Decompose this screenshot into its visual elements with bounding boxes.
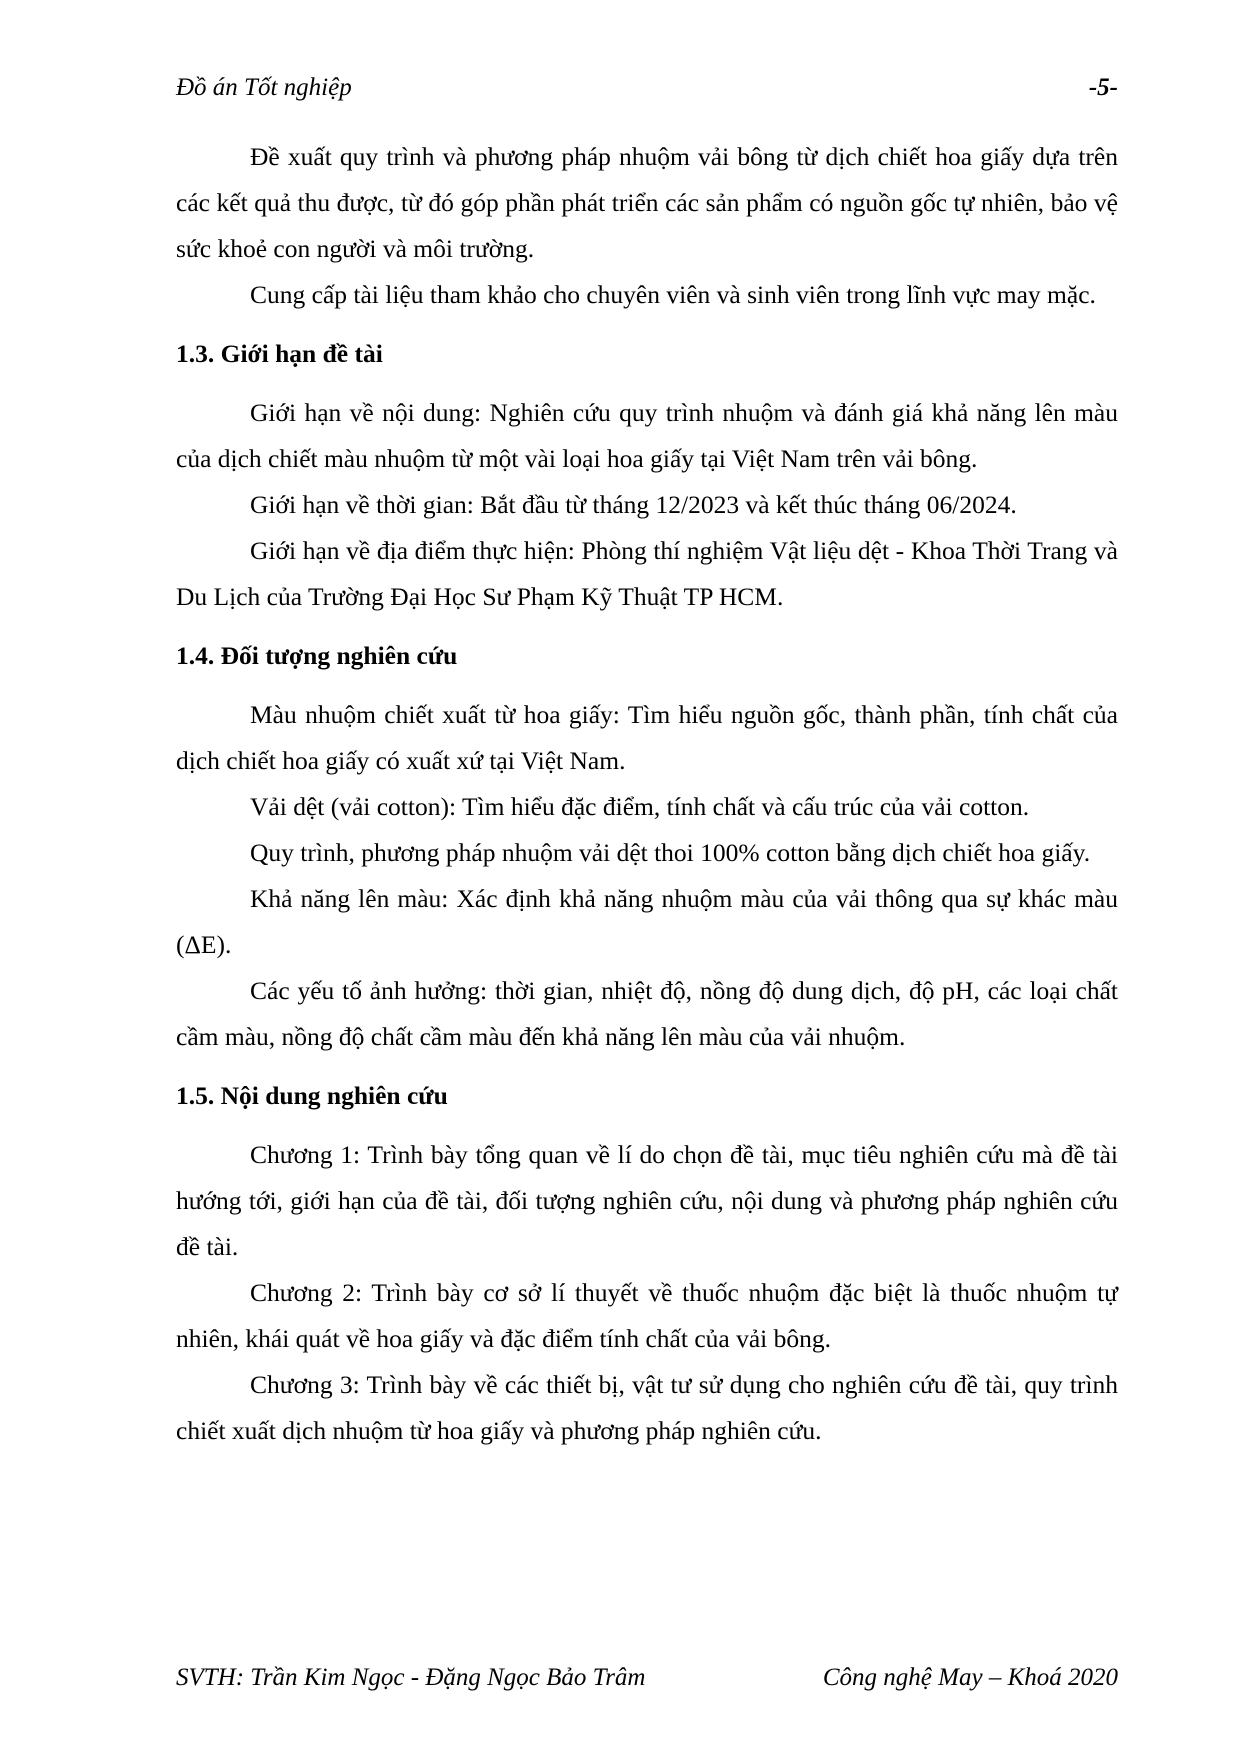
page-number: -5-	[1088, 74, 1118, 101]
paragraph: Khả năng lên màu: Xác định khả năng nhuộm màu của vải thông qua sự khác màu (ΔE).	[176, 884, 1118, 959]
section-heading-1-4: 1.4. Đối tượng nghiên cứu	[176, 641, 458, 670]
paragraph: Màu nhuộm chiết xuất từ hoa giấy: Tìm hiểu nguồn gốc, thành phần, tính chất của dịch chiết hoa giấy có xuất xứ tại Việt Nam.	[176, 700, 1118, 775]
paragraph: Chương 2: Trình bày cơ sở lí thuyết về thuốc nhuộm đặc biệt là thuốc nhuộm tự nhiên, khái quát về hoa giấy và đặc điểm tính chất của vải bông.	[176, 1278, 1118, 1353]
page-footer	[176, 1664, 1118, 1700]
paragraph: Giới hạn về nội dung: Nghiên cứu quy trình nhuộm và đánh giá khả năng lên màu của dịch chiết màu nhuộm từ một vài loại hoa giấy tại Việt Nam trên vải bông.	[176, 398, 1118, 473]
page-body	[176, 134, 1118, 1454]
paragraph: Chương 3: Trình bày về các thiết bị, vật tư sử dụng cho nghiên cứu đề tài, quy trình chiết xuất dịch nhuộm từ hoa giấy và phương pháp nghiên cứu.	[176, 1370, 1118, 1445]
footer-authors: SVTH: Trần Kim Ngọc - Đặng Ngọc Bảo Trâm	[176, 1664, 646, 1691]
paragraph: Giới hạn về địa điểm thực hiện: Phòng thí nghiệm Vật liệu dệt - Khoa Thời Trang và Du Lịch của Trường Đại Học Sư Phạm Kỹ Thuật TP HCM.	[176, 536, 1118, 611]
paragraph-intro-1: Đề xuất quy trình và phương pháp nhuộm vải bông từ dịch chiết hoa giấy dựa trên các kết quả thu được, từ đó góp phần phát triển các sản phẩm có nguồn gốc tự nhiên, bảo vệ sức khoẻ con người và môi trường.	[176, 142, 1118, 263]
paragraph-intro-2: Cung cấp tài liệu tham khảo cho chuyên viên và sinh viên trong lĩnh vực may mặc.	[250, 280, 1096, 309]
footer-program: Công nghệ May – Khoá 2020	[822, 1664, 1118, 1691]
paragraph: Giới hạn về thời gian: Bắt đầu từ tháng 12/2023 và kết thúc tháng 06/2024.	[250, 490, 1017, 519]
paragraph: Quy trình, phương pháp nhuộm vải dệt thoi 100% cotton bằng dịch chiết hoa giấy.	[250, 838, 1091, 867]
paragraph: Vải dệt (vải cotton): Tìm hiểu đặc điểm, tính chất và cấu trúc của vải cotton.	[250, 792, 1030, 821]
paragraph: Chương 1: Trình bày tổng quan về lí do chọn đề tài, mục tiêu nghiên cứu mà đề tài hướng tới, giới hạn của đề tài, đối tượng nghiên cứu, nội dung và phương pháp nghiên cứu đề tài.	[176, 1140, 1118, 1261]
section-heading-1-3: 1.3. Giới hạn đề tài	[176, 339, 383, 368]
document-title: Đồ án Tốt nghiệp	[176, 74, 352, 101]
page-header	[176, 74, 1118, 110]
paragraph: Các yếu tố ảnh hưởng: thời gian, nhiệt độ, nồng độ dung dịch, độ pH, các loại chất cầm màu, nồng độ chất cầm màu đến khả năng lên màu của vải nhuộm.	[176, 976, 1118, 1051]
section-heading-1-5: 1.5. Nội dung nghiên cứu	[176, 1081, 448, 1110]
